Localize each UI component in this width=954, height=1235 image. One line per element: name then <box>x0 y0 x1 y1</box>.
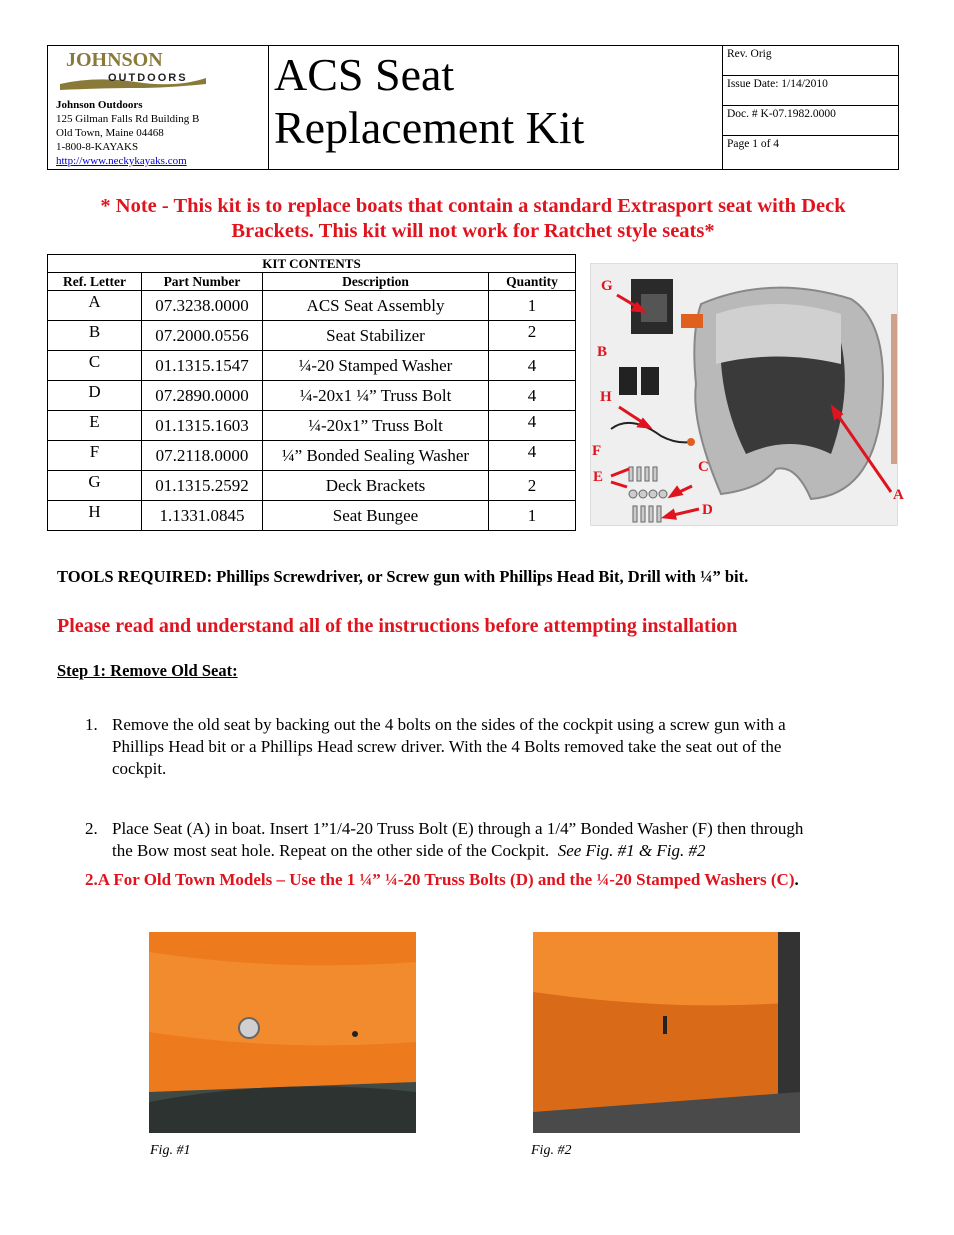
ref-letter: B <box>48 321 142 351</box>
instruction-item-1 <box>85 714 895 780</box>
note-line2: Brackets. This kit will not work for Ratchet style seats* <box>231 220 715 242</box>
photo-label-g: G <box>601 278 613 294</box>
item-text-line: Place Seat (A) in boat. Insert 1”1/4-20 Truss Bolt (E) through a 1/4” Bonded Washer (F) then through <box>112 819 804 838</box>
title-cell <box>268 46 723 169</box>
quantity: 4 <box>489 381 576 411</box>
tools-required: TOOLS REQUIRED: Phillips Screwdriver, or Screw gun with Phillips Head Bit, Drill with ¼” bit. <box>57 567 749 586</box>
figure-1-photo <box>149 932 416 1133</box>
part-number: 01.1315.1603 <box>142 411 263 441</box>
phone: 1-800-8-KAYAKS <box>56 141 139 153</box>
photo-label-b: B <box>597 344 608 360</box>
issue-date: Issue Date: 1/14/2010 <box>723 76 899 106</box>
ref-letter: E <box>48 411 142 441</box>
part-number: 01.1315.2592 <box>142 471 263 501</box>
table-row <box>48 411 576 441</box>
item-text: the Bow most seat hole. Repeat on the other side of the Cockpit. <box>112 841 550 860</box>
photo-label-e: E <box>593 469 604 485</box>
quantity: 4 <box>489 411 576 441</box>
company-info <box>56 98 199 168</box>
figure-2-caption: Fig. #2 <box>531 1143 572 1158</box>
photo-label-c: C <box>698 459 709 475</box>
figure-1-caption: Fig. #1 <box>150 1143 191 1158</box>
johnson-outdoors-logo <box>56 48 211 98</box>
header-part-number: Part Number <box>142 273 263 291</box>
figure-2-photo <box>533 932 800 1133</box>
table-row <box>48 381 576 411</box>
meta-cell <box>723 46 899 169</box>
ref-letter: H <box>48 501 142 531</box>
compatibility-note <box>47 194 899 244</box>
description: ¼-20 Stamped Washer <box>263 351 489 381</box>
step-1-heading: Step 1: Remove Old Seat: <box>57 661 238 680</box>
description: ACS Seat Assembly <box>263 291 489 321</box>
quantity: 4 <box>489 441 576 471</box>
item-text-line: Remove the old seat by backing out the 4 bolts on the sides of the cockpit using a screw gun with a <box>112 715 786 734</box>
description: Deck Brackets <box>263 471 489 501</box>
photo-label-a: A <box>893 487 904 503</box>
item-2a-period: . <box>794 870 799 889</box>
description: ¼-20x1” Truss Bolt <box>263 411 489 441</box>
item-number: 1. <box>85 715 98 734</box>
kit-parts-photo <box>590 263 904 526</box>
photo-label-h: H <box>600 389 612 405</box>
description: Seat Stabilizer <box>263 321 489 351</box>
description: Seat Bungee <box>263 501 489 531</box>
title-line2: Replacement Kit <box>274 102 585 153</box>
page-number: Page 1 of 4 <box>727 138 780 150</box>
item-number: 2. <box>85 819 98 838</box>
doc-number: Doc. # K-07.1982.0000 <box>723 106 899 136</box>
ref-letter: C <box>48 351 142 381</box>
part-number: 07.3238.0000 <box>142 291 263 321</box>
photo-label-f: F <box>592 443 602 459</box>
company-cell <box>48 46 269 169</box>
read-instructions-warning: Please read and understand all of the instructions before attempting installation <box>57 615 738 637</box>
part-number: 01.1315.1547 <box>142 351 263 381</box>
quantity: 4 <box>489 351 576 381</box>
part-number: 07.2890.0000 <box>142 381 263 411</box>
ref-letter: G <box>48 471 142 501</box>
ref-letter: A <box>48 291 142 321</box>
table-row <box>48 441 576 471</box>
item-text-line <box>112 840 895 862</box>
figure-reference: See Fig. #1 & Fig. #2 <box>557 841 706 860</box>
quantity: 1 <box>489 501 576 531</box>
header-quantity: Quantity <box>489 273 576 291</box>
instruction-item-2 <box>85 818 895 862</box>
instruction-item-2a <box>85 870 799 890</box>
table-row <box>48 471 576 501</box>
item-text-line: Phillips Head bit or a Phillips Head screw driver. With the 4 Bolts removed take the seat out of the <box>112 737 782 756</box>
document-title <box>274 48 584 154</box>
item-2a-text: 2.A For Old Town Models – Use the 1 ¼” ¼-20 Truss Bolts (D) and the ¼-20 Stamped Washers (C) <box>85 870 795 889</box>
quantity: 1 <box>489 291 576 321</box>
ref-letter: F <box>48 441 142 471</box>
website-link[interactable]: http://www.neckykayaks.com <box>56 155 187 167</box>
logo-text-top: JOHNSON <box>66 49 163 71</box>
table-row <box>48 291 576 321</box>
table-caption: KIT CONTENTS <box>48 255 576 273</box>
address-line1: 125 Gilman Falls Rd Building B <box>56 113 200 125</box>
address-line2: Old Town, Maine 04468 <box>56 127 164 139</box>
item-text-line: cockpit. <box>112 759 167 778</box>
table-row <box>48 321 576 351</box>
description: ¼” Bonded Sealing Washer <box>263 441 489 471</box>
header-description: Description <box>263 273 489 291</box>
part-number: 07.2000.0556 <box>142 321 263 351</box>
note-line1: * Note - This kit is to replace boats that contain a standard Extrasport seat with Deck <box>100 195 846 217</box>
company-name: Johnson Outdoors <box>56 99 143 111</box>
table-row <box>48 501 576 531</box>
kit-photo-drawing <box>591 264 899 527</box>
table-row <box>48 351 576 381</box>
part-number: 1.1331.0845 <box>142 501 263 531</box>
header-ref-letter: Ref. Letter <box>48 273 142 291</box>
logo-text-bottom: OUTDOORS <box>108 72 188 84</box>
ref-letter: D <box>48 381 142 411</box>
part-number: 07.2118.0000 <box>142 441 263 471</box>
description: ¼-20x1 ¼” Truss Bolt <box>263 381 489 411</box>
photo-label-d: D <box>702 502 713 518</box>
quantity: 2 <box>489 321 576 351</box>
document-header <box>47 45 899 170</box>
quantity: 2 <box>489 471 576 501</box>
revision: Rev. Orig <box>723 46 899 76</box>
title-line1: ACS Seat <box>274 49 455 100</box>
kit-contents-table <box>47 254 576 531</box>
